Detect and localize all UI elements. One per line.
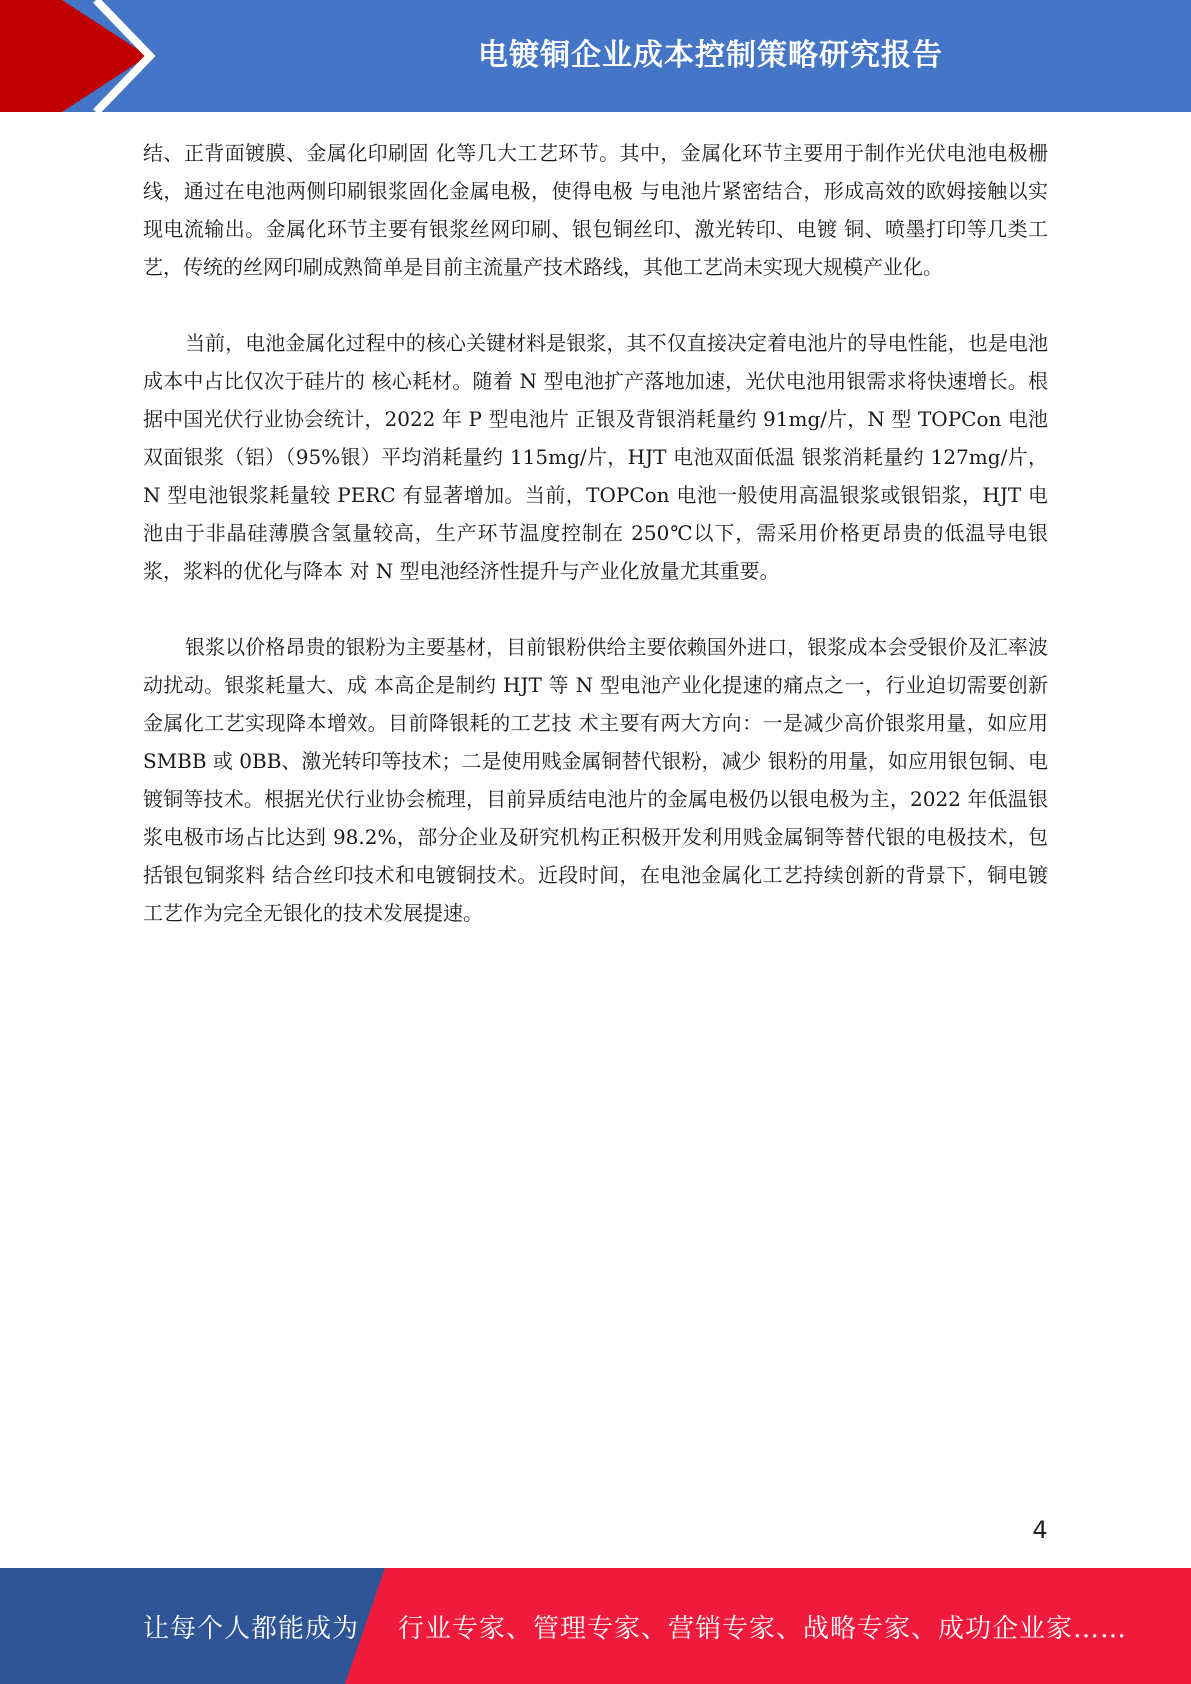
paragraph-1: 结、正背面镀膜、金属化印刷固 化等几大工艺环节。其中，金属化环节主要用于制作光伏电池电极栅线，通过在电池两侧印刷银浆固化金属电极，使得电极 与电池片紧密结合，形成高效的欧姆接触以实现电流输出。金属化环节主要有银浆丝网印刷、银包铜丝印、激光转印、电镀 铜、喷墨打印等几类工艺，传统的丝网印刷成熟简单是目前主流量产技术路线，其他工艺尚未实现大规模产业化。 (143, 141, 1048, 279)
page-number: 4 (1032, 1516, 1048, 1544)
page-title: 电镀铜企业成本控制策略研究报告 (478, 38, 943, 73)
header-banner (0, 0, 1191, 112)
footer-banner (0, 1568, 1191, 1684)
paragraph-3: 银浆以价格昂贵的银粉为主要基材，目前银粉供给主要依赖国外进口，银浆成本会受银价及汇率波动扰动。银浆耗量大、成 本高企是制约 HJT 等 N 型电池产业化提速的痛点之一，行业迫切需要创新金属化工艺实现降本增效。目前降银耗的工艺技 术主要有两大方向：一是减少高价银浆用量，如应用 SMBB 或 0BB、激光转印等技术；二是使用贱金属铜替代银粉，减少 银粉的用量，如应用银包铜、电镀铜等技术。根据光伏行业协会梳理，目前异质结电池片的金属电极仍以银电极为主，2022 年低温银浆电极市场占比达到 98.2%，部分企业及研究机构正积极开发利用贱金属铜等替代银的电极技术，包括银包铜浆料 结合丝印技术和电镀铜技术。近段时间，在电池金属化工艺持续创新的背景下，铜电镀工艺作为完全无银化的技术发展提速。 (143, 635, 1048, 925)
paragraph-2: 当前，电池金属化过程中的核心关键材料是银浆，其不仅直接决定着电池片的导电性能，也是电池成本中占比仅次于硅片的 核心耗材。随着 N 型电池扩产落地加速，光伏电池用银需求将快速增长。根据中国光伏行业协会统计，2022 年 P 型电池片 正银及背银消耗量约 91mg/片，N 型 TOPCon 电池双面银浆（铝）（95%银）平均消耗量约 115mg/片，HJT 电池双面低温 银浆消耗量约 127mg/片，N 型电池银浆耗量较 PERC 有显著增加。当前，TOPCon 电池一般使用高温银浆或银铝浆，HJT 电池由于非晶硅薄膜含氢量较高，生产环节温度控制在 250℃以下，需采用价格更昂贵的低温导电银浆，浆料的优化与降本 对 N 型电池经济性提升与产业化放量尤其重要。 (143, 331, 1048, 583)
footer-slogan-left: 让每个人都能成为 (143, 1613, 360, 1644)
main-content (143, 134, 1048, 970)
footer-slogan-right: 行业专家、管理专家、营销专家、战略专家、成功企业家…… (398, 1613, 1128, 1644)
